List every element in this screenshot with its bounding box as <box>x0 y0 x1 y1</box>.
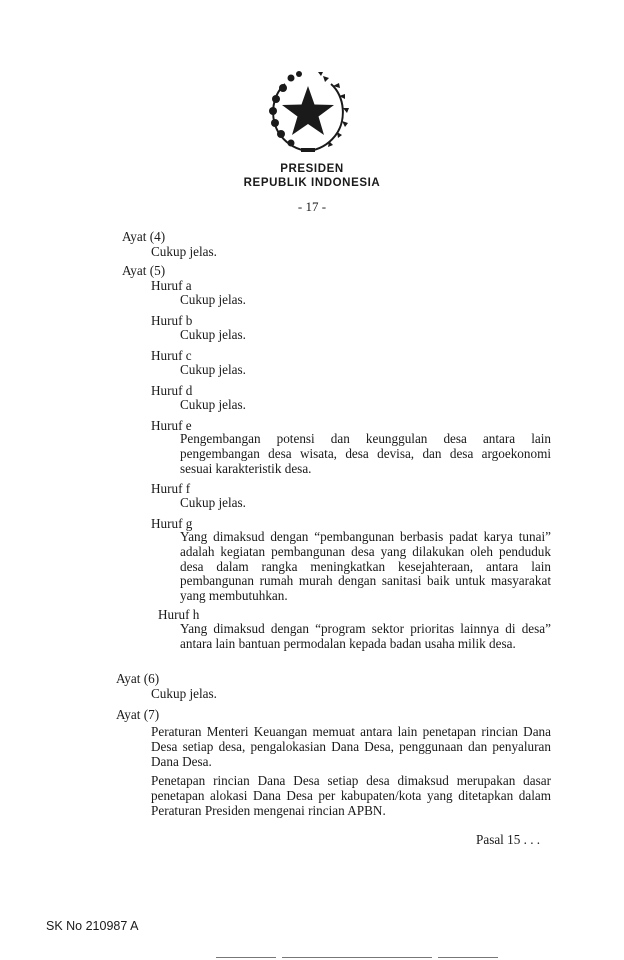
huruf-h-label: Huruf h <box>158 607 200 622</box>
presidential-emblem <box>263 66 353 156</box>
huruf-a-label: Huruf a <box>151 278 192 293</box>
continuation-note: Pasal 15 . . . <box>476 832 541 847</box>
bottom-rule <box>216 957 276 958</box>
ayat-6-label: Ayat (6) <box>116 671 160 686</box>
huruf-a-text: Cukup jelas. <box>180 292 246 307</box>
ayat-7-paragraph-1: Peraturan Menteri Keuangan memuat antara lain penetapan rincian Dana Desa setiap desa, pengalokasian Dana Desa, penggunaan dan penyaluran Dana Desa. <box>151 724 551 769</box>
huruf-d-text: Cukup jelas. <box>180 397 246 412</box>
ayat-7-label: Ayat (7) <box>116 707 160 722</box>
header-subtitle: REPUBLIK INDONESIA <box>243 177 381 189</box>
huruf-f-text: Cukup jelas. <box>180 495 246 510</box>
ayat-5-label: Ayat (5) <box>122 263 166 278</box>
bottom-rule <box>282 957 432 958</box>
huruf-h-text: Yang dimaksud dengan “program sektor prioritas lainnya di desa” antara lain bantuan permodalan kepada badan usaha milik desa. <box>180 621 551 651</box>
huruf-e-text: Pengembangan potensi dan keunggulan desa antara lain pengembangan desa wisata, desa devisa, dan desa argoekonomi sesuai karakteristik desa. <box>180 431 551 476</box>
page-number: - 17 - <box>297 199 327 214</box>
ayat-4-label: Ayat (4) <box>122 229 166 244</box>
huruf-g-text: Yang dimaksud dengan “pembangunan berbasis padat karya tunai” adalah kegiatan pembangunan desa yang dilakukan oleh penduduk desa dalam rangka meningkatkan kesejahteraan, antara lain pembangunan rumah murah dengan sanitasi baik untuk masyarakat yang membutuhkan. <box>180 529 551 604</box>
ayat-6-text: Cukup jelas. <box>151 686 217 701</box>
bottom-rule <box>438 957 498 958</box>
huruf-b-text: Cukup jelas. <box>180 327 246 342</box>
huruf-c-label: Huruf c <box>151 348 192 363</box>
header-title: PRESIDEN <box>280 163 344 175</box>
huruf-f-label: Huruf f <box>151 481 191 496</box>
ayat-7-paragraph-2: Penetapan rincian Dana Desa setiap desa dimaksud merupakan dasar penetapan alokasi Dana Desa per kabupaten/kota yang ditetapkan dalam Peraturan Presiden mengenai rincian APBN. <box>151 773 551 818</box>
document-code: SK No 210987 A <box>46 919 139 933</box>
huruf-b-label: Huruf b <box>151 313 193 328</box>
huruf-c-text: Cukup jelas. <box>180 362 246 377</box>
huruf-d-label: Huruf d <box>151 383 193 398</box>
huruf-g-label: Huruf g <box>151 516 193 531</box>
ayat-4-text: Cukup jelas. <box>151 244 217 259</box>
huruf-e-label: Huruf e <box>151 418 192 433</box>
